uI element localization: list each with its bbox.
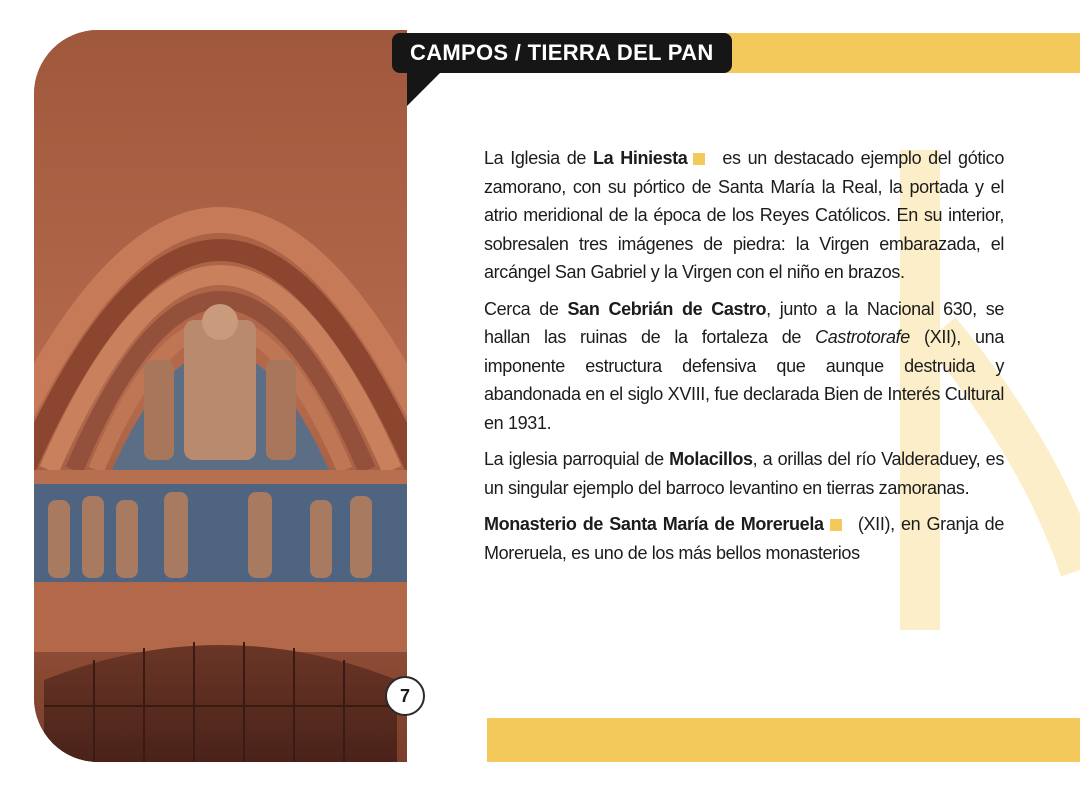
- header-accent-band: [700, 33, 1080, 73]
- place-la-hiniesta: La Hiniesta: [592, 148, 688, 168]
- place-moreruela: Monasterio de Santa María de Moreruela: [484, 514, 824, 534]
- page-number: 7: [385, 676, 425, 716]
- paragraph-san-cebrian: Cerca de San Cebrián de Castro, junto a la Nacional 630, se hallan las ruinas de la fortaleza de Castrotorafe (XII), una imponente estructura defensiva que aunque destruida y abandonada en el siglo XVIII, fue declarada Bien de Interés Cultural en 1931.: [484, 298, 1005, 433]
- place-san-cebrian: San Cebrián de Castro: [567, 298, 767, 319]
- paragraph-moreruela: Monasterio de Santa María de Moreruela (XII), en Granja de Moreruela, es uno de los más bellos monasterios: [484, 514, 1005, 563]
- map-marker-square-icon: [830, 519, 842, 531]
- place-castrotorafe: Castrotorafe: [815, 327, 910, 347]
- church-portal-photo: [34, 30, 407, 762]
- map-marker-square-icon: [693, 153, 705, 165]
- footer-accent-band: [487, 718, 1080, 762]
- body-text: [484, 144, 1004, 575]
- paragraph-molacillos: La iglesia parroquial de Molacillos, a orillas del río Valderaduey, es un singular ejemplo del barroco levantino en tierras zamoranas.: [484, 449, 1004, 498]
- section-header: CAMPOS / TIERRA DEL PAN: [392, 33, 732, 73]
- paragraph-la-hiniesta: La Iglesia de La Hiniesta es un destacado ejemplo del gótico zamorano, con su pórtico de Santa María la Real, la portada y el atrio meridional de la época de los Reyes Católicos. En su interior, sobresalen tres imágenes de piedra: la Virgen embarazada, el arcángel San Gabriel y la Virgen con el niño en brazos.: [484, 148, 1004, 282]
- place-molacillos: Molacillos: [669, 449, 753, 469]
- header-tag-tail: [407, 72, 441, 106]
